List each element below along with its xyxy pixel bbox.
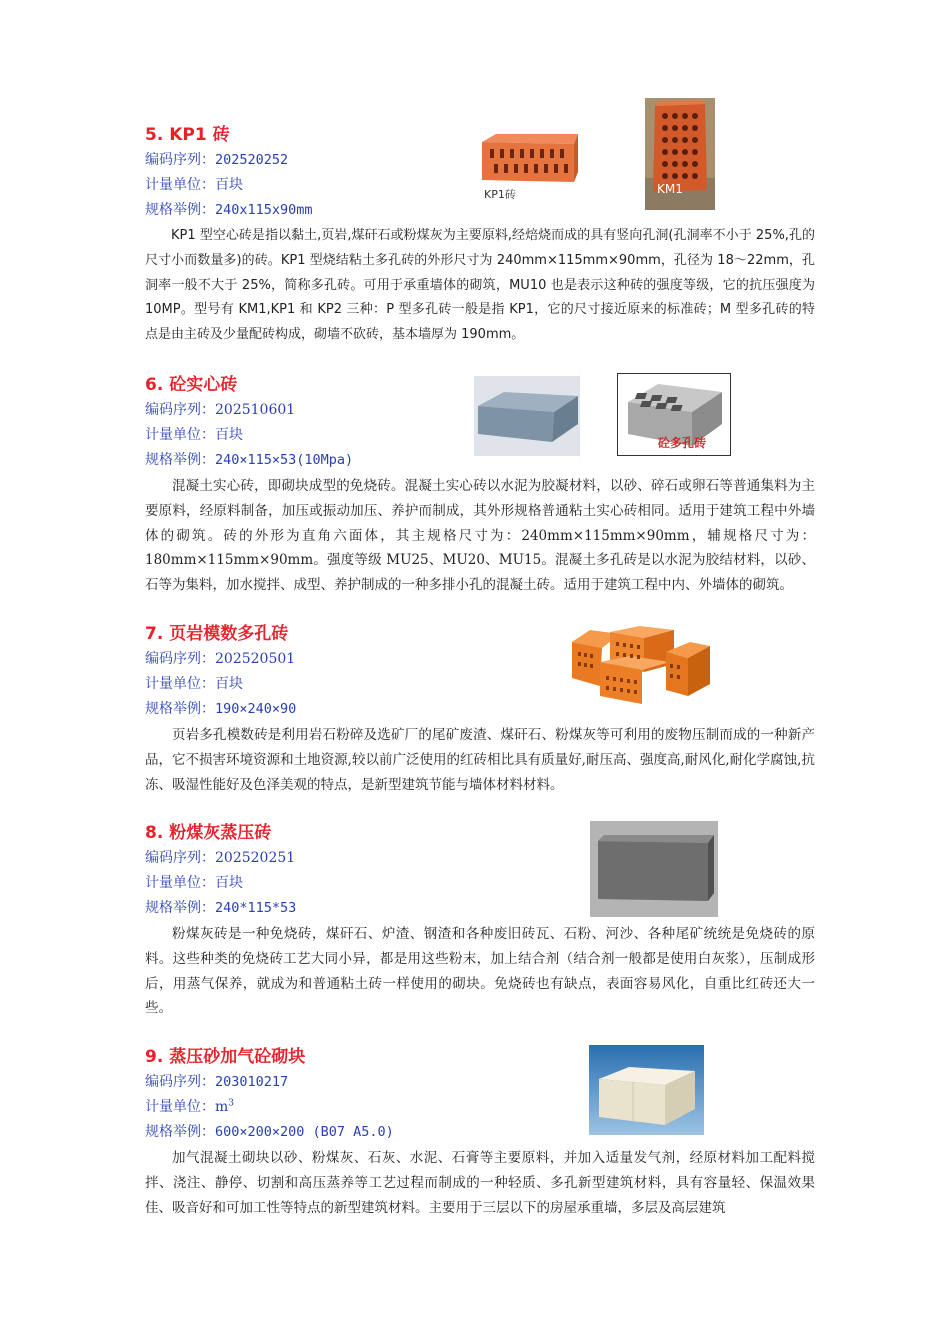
- code-value: 202520251: [215, 850, 296, 866]
- unit-value: 百块: [215, 875, 243, 891]
- kp1-brick-image: [478, 130, 580, 204]
- unit-row: 计量单位：百块: [145, 427, 243, 443]
- code-row: 编码序列：202520252: [145, 152, 289, 168]
- spec-row: 规格举例：240×115×53(10Mpa): [145, 452, 354, 468]
- image-caption: 砼多孔砖: [658, 436, 707, 450]
- unit-row: 计量单位：百块: [145, 676, 243, 692]
- code-row: 编码序列：202520501: [145, 651, 296, 667]
- code-row: 编码序列：202520251: [145, 850, 296, 866]
- image-caption: KP1砖: [484, 188, 516, 201]
- km1-brick-image: [645, 98, 715, 210]
- code-value: 202520252: [215, 152, 289, 168]
- aerated-block-image: [589, 1045, 704, 1135]
- unit-row: 计量单位：百块: [145, 875, 243, 891]
- unit-value: 百块: [215, 427, 243, 443]
- spec-row: 规格举例：600×200×200 (B07 A5.0): [145, 1124, 394, 1140]
- fly-ash-brick-image: [590, 821, 718, 917]
- code-value: 202510601: [215, 402, 296, 418]
- section-title: 9. 蒸压砂加气砼砌块: [145, 1047, 306, 1067]
- image-caption: KM1: [657, 182, 683, 196]
- code-value: 202520501: [215, 651, 296, 667]
- spec-value: 190×240×90: [215, 701, 297, 717]
- section-title: 6. 砼实心砖: [145, 375, 238, 395]
- section-aerated-concrete-block: [145, 1045, 815, 1220]
- section-shale-modular-brick: [145, 622, 815, 797]
- unit-row: 计量单位：$m^3$: [145, 1098, 235, 1115]
- spec-row: 规格举例：240x115x90mm: [145, 202, 313, 218]
- spec-value: 240×115×53(10Mpa): [215, 452, 354, 468]
- description-paragraph: KP1 型空心砖是指以黏土,页岩,煤矸石或粉煤灰为主要原料,经焙烧而成的具有竖向孔洞(孔洞率不小于 25%,孔的尺寸小而数量多)的砖。KP1 型烧结粘土多孔砖的外形尺寸为 240mm×115mm×90mm，孔径为 18～22mm，孔洞率一般不大于 25%，简称多孔砖。可用于承重墙体的砌筑，MU10 也是表示这种砖的强度等级，它的抗压强度为 10MP。型号有 KM1,KP1 和 KP2 三种：P 型多孔砖一般是指 KP1，它的尺寸接近原来的标准砖；M 型多孔砖的特点是由主砖及少量配砖构成，砌墙不砍砖，基本墙厚为 190mm。: [145, 228, 815, 343]
- unit-value: m: [215, 1099, 229, 1115]
- spec-value: 240x115x90mm: [215, 202, 313, 218]
- description-paragraph: 页岩多孔模数砖是利用岩石粉碎及选矿厂的尾矿废渣、煤矸石、粉煤灰等可利用的废物压制而成的一种新产品，它不损害环境资源和土地资源,较以前广泛使用的红砖相比具有质量好,耐压高、强度高,耐风化,耐化学腐蚀,抗冻、吸湿性能好及色泽美观的特点，是新型建筑节能与墙体材料材料。: [145, 727, 815, 793]
- concrete-solid-brick-image: [474, 376, 580, 456]
- description-paragraph: 粉煤灰砖是一种免烧砖，煤矸石、炉渣、钢渣和各种废旧砖瓦、石粉、河沙、各种尾矿统统是免烧砖的原料。这些种类的免烧砖工艺大同小异，都是用这些粉末，加上结合剂（结合剂一般都是使用白灰浆），压制成形后，用蒸气保养，就成为和普通粘土砖一样使用的砌块。免烧砖也有缺点，表面容易风化，自重比红砖还大一些。: [145, 926, 815, 1017]
- unit-superscript: 3: [228, 1098, 235, 1109]
- section-title: 7. 页岩模数多孔砖: [145, 624, 289, 644]
- description-paragraph: 混凝土实心砖，即砌块成型的免烧砖。混凝土实心砖以水泥为胶凝材料，以砂、碎石或卵石等普通集料为主要原料，经原料制备，加压或振动加压、养护而制成，其外形规格普通粘土实心砖相同。适用于建筑工程中外墙体的砌筑。砖的外形为直角六面体，其主规格尺寸为：240mm×115mm×90mm，辅规格尺寸为：180mm×115mm×90mm。强度等级 MU25、MU20、MU15。混凝土多孔砖是以水泥为胶结材料，以砂、石等为集料，加水搅拌、成型、养护制成的一种多排小孔的混凝土砖。适用于建筑工程中内、外墙体的砌筑。: [145, 478, 815, 594]
- section-title: 5. KP1 砖: [145, 125, 230, 145]
- unit-value: 百块: [215, 177, 243, 193]
- section-title: 8. 粉煤灰蒸压砖: [145, 823, 272, 843]
- spec-value: 600×200×200 (B07 A5.0): [215, 1124, 394, 1140]
- spec-row: 规格举例：190×240×90: [145, 701, 297, 717]
- code-row: 编码序列：203010217: [145, 1074, 289, 1090]
- description-paragraph: 加气混凝土砌块以砂、粉煤灰、石灰、水泥、石膏等主要原料，并加入适量发气剂，经原材料加工配料搅拌、浇注、静停、切割和高压蒸养等工艺过程而制成的一种轻质、多孔新型建筑材料，具有容量轻、保温效果佳、吸音好和可加工性等特点的新型建筑材料。主要用于三层以下的房屋承重墙，多层及高层建筑: [145, 1150, 815, 1216]
- unit-row: 计量单位：百块: [145, 177, 243, 193]
- code-value: 203010217: [215, 1074, 289, 1090]
- spec-row: 规格举例：240*115*53: [145, 900, 297, 916]
- spec-value: 240*115*53: [215, 900, 297, 916]
- unit-value: 百块: [215, 676, 243, 692]
- concrete-multihole-brick-image: [617, 373, 731, 456]
- shale-brick-image: [570, 622, 712, 706]
- code-row: 编码序列：202510601: [145, 402, 296, 418]
